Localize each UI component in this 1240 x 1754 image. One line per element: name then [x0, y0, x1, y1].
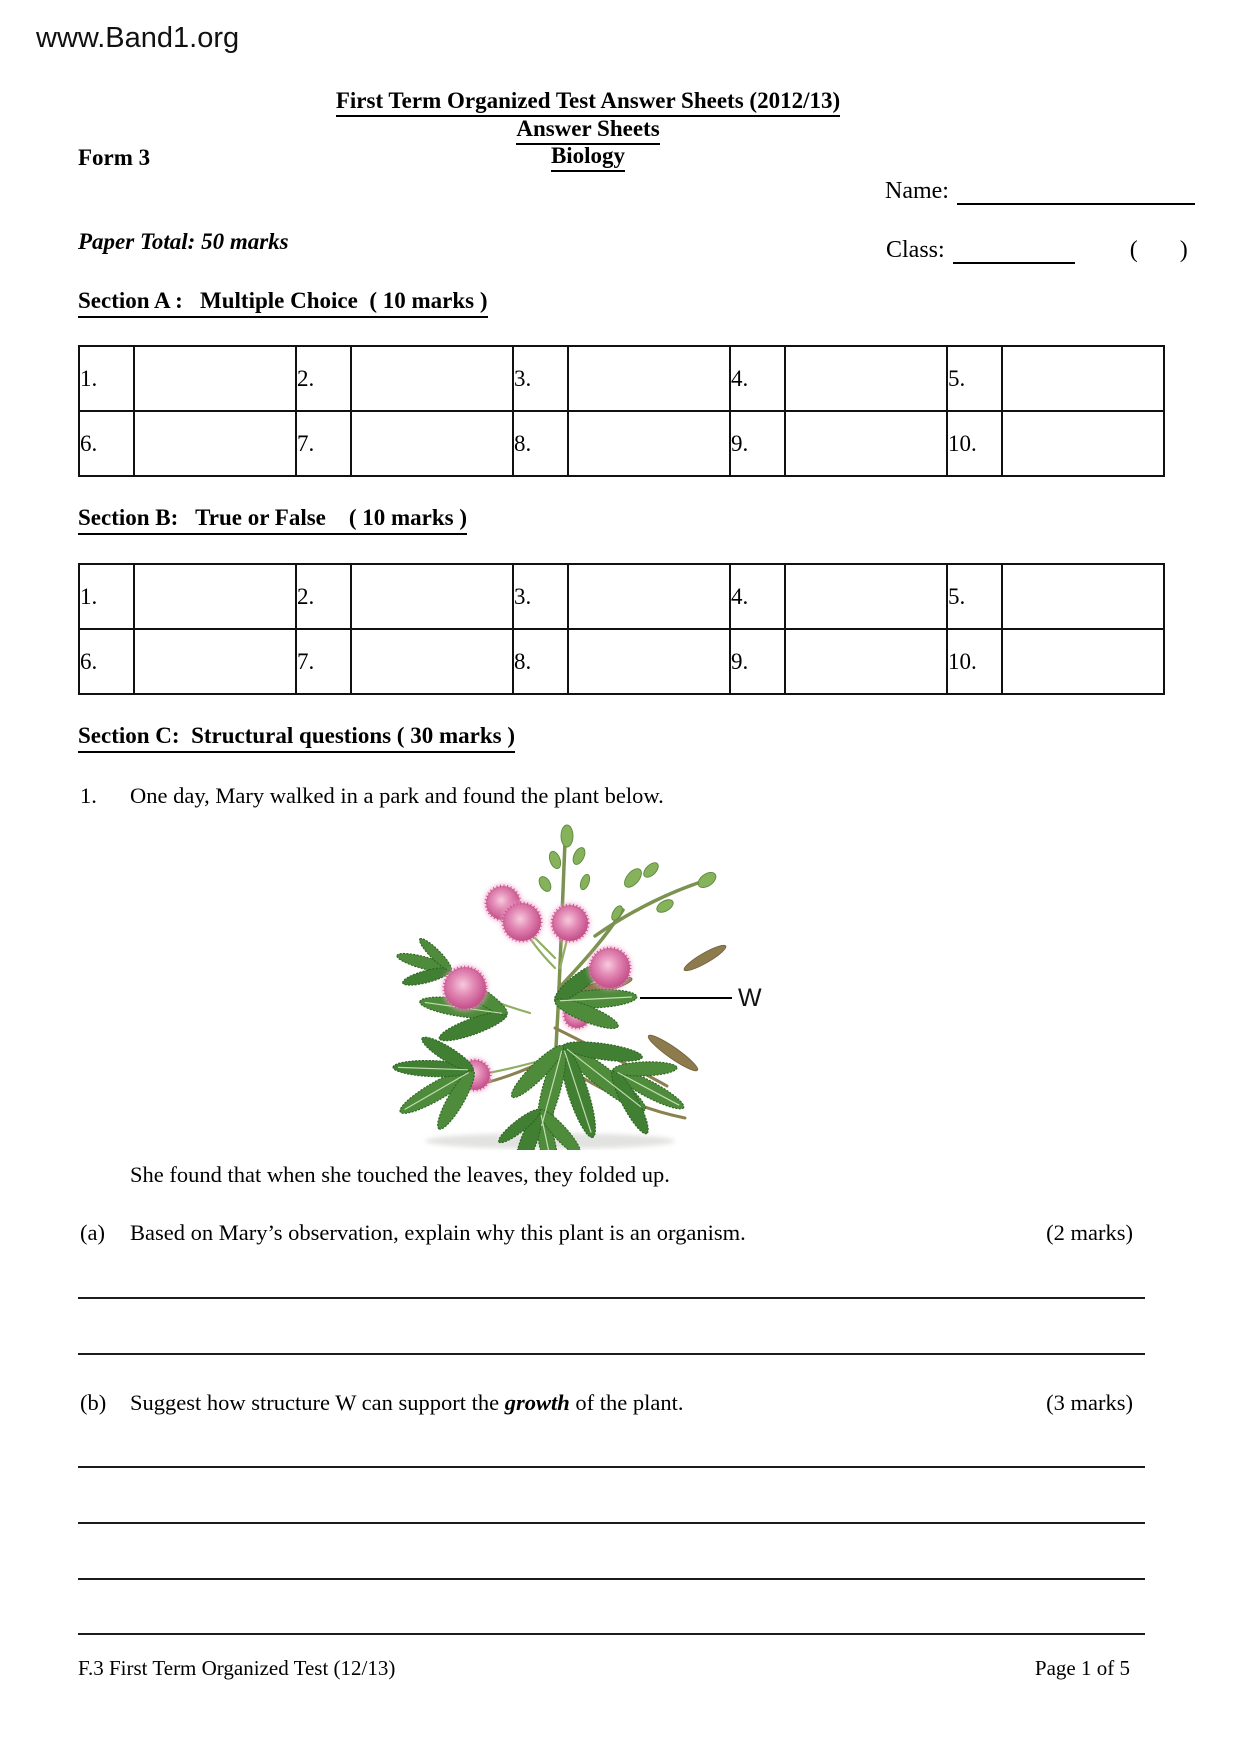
mc-answer-cell[interactable] [1002, 346, 1164, 411]
question-number: 1. [80, 783, 97, 808]
answer-line[interactable] [78, 1578, 1145, 1580]
section-a-answer-table [78, 345, 1165, 477]
title-row-3 [0, 143, 1176, 172]
table-row [79, 411, 1164, 476]
answer-line[interactable] [78, 1353, 1145, 1355]
table-row [79, 564, 1164, 629]
answer-line[interactable] [78, 1522, 1145, 1524]
tf-number-cell: 6. [79, 629, 134, 694]
plant-illustration [355, 818, 785, 1150]
mc-number-cell: 7. [296, 411, 351, 476]
answer-line[interactable] [78, 1297, 1145, 1299]
mc-number-cell: 10. [947, 411, 1002, 476]
tf-answer-cell[interactable] [1002, 564, 1164, 629]
mc-number-cell: 1. [79, 346, 134, 411]
section-a-heading: Section A : Multiple Choice ( 10 marks ) [78, 288, 488, 318]
tf-answer-cell[interactable] [351, 564, 513, 629]
mc-answer-cell[interactable] [351, 411, 513, 476]
mc-answer-cell[interactable] [785, 346, 947, 411]
question-1a [80, 1220, 746, 1246]
marks-badge-b: (3 marks) [1046, 1390, 1133, 1415]
mc-answer-cell[interactable] [1002, 411, 1164, 476]
tf-number-cell: 2. [296, 564, 351, 629]
name-label: Name: [885, 178, 949, 204]
tf-number-cell: 9. [730, 629, 785, 694]
tf-answer-cell[interactable] [568, 564, 730, 629]
section-c-heading: Section C: Structural questions ( 30 marks ) [78, 723, 515, 753]
section-b-answer-table [78, 563, 1165, 695]
site-watermark: www.Band1.org [36, 22, 240, 54]
document-title: First Term Organized Test Answer Sheets (2012/13) [336, 88, 840, 117]
question-1b [80, 1390, 684, 1416]
marks-badge-a: (2 marks) [1046, 1220, 1133, 1245]
mc-number-cell: 4. [730, 346, 785, 411]
paper-total-label: Paper Total: 50 marks [78, 229, 289, 254]
part-label: (b) [80, 1390, 107, 1415]
class-row [886, 237, 1188, 264]
mc-answer-cell[interactable] [785, 411, 947, 476]
title-row-1 [0, 88, 1176, 117]
mc-number-cell: 2. [296, 346, 351, 411]
part-text-before: Suggest how structure W can support the [130, 1390, 505, 1415]
tf-answer-cell[interactable] [568, 629, 730, 694]
answer-line[interactable] [78, 1466, 1145, 1468]
table-row [79, 629, 1164, 694]
part-text: Based on Mary’s observation, explain why this plant is an organism. [130, 1220, 746, 1245]
tf-number-cell: 5. [947, 564, 1002, 629]
footer-page-number: Page 1 of 5 [1034, 1656, 1130, 1680]
part-label: (a) [80, 1220, 105, 1245]
class-label: Class: [886, 237, 945, 263]
answer-sheets-subtitle: Answer Sheets [516, 116, 659, 145]
section-a-heading-row [78, 288, 488, 318]
part-text-after: of the plant. [569, 1390, 684, 1415]
tf-answer-cell[interactable] [134, 564, 296, 629]
class-number-paren-close: ) [1179, 237, 1188, 263]
tf-number-cell: 3. [513, 564, 568, 629]
class-blank-field[interactable] [953, 240, 1075, 264]
footer-document-id: F.3 First Term Organized Test (12/13) [78, 1656, 396, 1680]
mc-answer-cell[interactable] [351, 346, 513, 411]
tf-number-cell: 1. [79, 564, 134, 629]
tf-number-cell: 10. [947, 629, 1002, 694]
mc-answer-cell[interactable] [134, 346, 296, 411]
observation-text: She found that when she touched the leaves, they folded up. [130, 1162, 670, 1187]
table-row [79, 346, 1164, 411]
tf-number-cell: 8. [513, 629, 568, 694]
form-level-label: Form 3 [78, 145, 151, 170]
mc-number-cell: 9. [730, 411, 785, 476]
mc-number-cell: 6. [79, 411, 134, 476]
question-text: One day, Mary walked in a park and found the plant below. [130, 783, 664, 808]
tf-answer-cell[interactable] [785, 564, 947, 629]
section-c-heading-row [78, 723, 515, 753]
section-b-heading-row [78, 505, 467, 535]
figure-label-w: W [738, 984, 762, 1012]
tf-number-cell: 4. [730, 564, 785, 629]
tf-answer-cell[interactable] [134, 629, 296, 694]
mc-answer-cell[interactable] [134, 411, 296, 476]
question-1 [80, 783, 664, 809]
class-number-paren-open: ( [1129, 237, 1138, 263]
mc-number-cell: 8. [513, 411, 568, 476]
title-row-2 [0, 116, 1176, 145]
mc-number-cell: 3. [513, 346, 568, 411]
subject-title: Biology [551, 143, 625, 172]
tf-answer-cell[interactable] [785, 629, 947, 694]
plant-figure [355, 818, 785, 1150]
section-b-heading: Section B: True or False ( 10 marks ) [78, 505, 467, 535]
name-row [885, 178, 1195, 205]
tf-answer-cell[interactable] [351, 629, 513, 694]
tf-number-cell: 7. [296, 629, 351, 694]
mc-answer-cell[interactable] [568, 411, 730, 476]
mc-answer-cell[interactable] [568, 346, 730, 411]
mc-number-cell: 5. [947, 346, 1002, 411]
tf-answer-cell[interactable] [1002, 629, 1164, 694]
answer-line[interactable] [78, 1633, 1145, 1635]
name-blank-field[interactable] [957, 181, 1195, 205]
part-text-emphasis: growth [504, 1390, 570, 1415]
